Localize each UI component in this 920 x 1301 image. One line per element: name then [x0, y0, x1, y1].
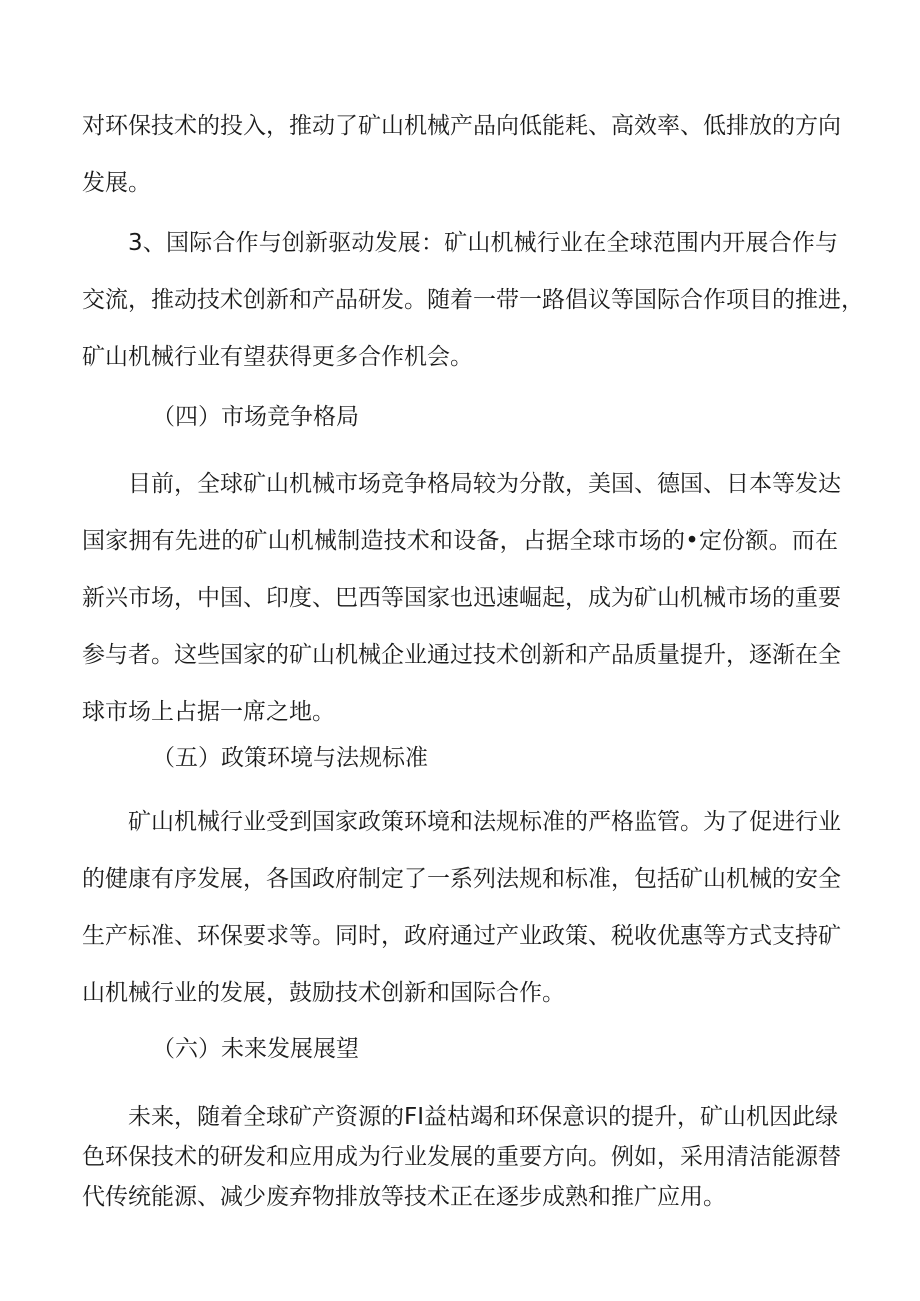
paragraph-line: 矿山机械行业有望获得更多合作机会。: [82, 344, 473, 370]
section-heading-policy-regulation: （五）政策环境与法规标准: [152, 745, 428, 771]
paragraph-line: 参与者。这些国家的矿山机械企业通过技术创新和产品质量提升，逐渐在全: [82, 642, 841, 668]
paragraph-market-competition: [82, 456, 841, 741]
paragraph-line: 生产标准、环保要求等。同时，政府通过产业政策、税收优惠等方式支持矿: [82, 923, 841, 949]
paragraph-line: 目前，全球矿山机械市场竞争格局较为分散，美国、德国、日本等发达: [128, 471, 841, 497]
paragraph-line: 山机械行业的发展，鼓励技术创新和国际合作。: [82, 980, 565, 1006]
section-heading-future-outlook: （六）未来发展展望: [152, 1036, 359, 1062]
paragraph-line: 发展。: [82, 170, 151, 196]
paragraph-line: 未来，随着全球矿产资源的FI益枯竭和环保意识的提升，矿山机因此绿: [128, 1104, 839, 1130]
paragraph-line: 色环保技术的研发和应用成为行业发展的重要方向。例如，采用清洁能源替: [82, 1144, 841, 1170]
paragraph-line: 代传统能源、减少废弃物排放等技术正在逐步成熟和推广应用。: [82, 1184, 726, 1210]
paragraph-line: 交流，推动技术创新和产品研发。随着一带一路倡议等国际合作项目的推进，: [82, 287, 864, 313]
paragraph-line: 国家拥有先进的矿山机械制造技术和设备，占据全球市场的•定份额。而在: [82, 528, 838, 554]
paragraph-environmental-investment: [82, 98, 841, 212]
paragraph-international-cooperation: [82, 215, 864, 386]
paragraph-line: 矿山机械行业受到国家政策环境和法规标准的严格监管。为了促进行业: [128, 809, 841, 835]
paragraph-line: 的健康有序发展，各国政府制定了一系列法规和标准，包括矿山机械的安全: [82, 866, 841, 892]
paragraph-line: 3、国际合作与创新驱动发展：矿山机械行业在全球范围内开展合作与: [128, 230, 838, 256]
section-heading-market-competition: （四）市场竞争格局: [152, 404, 359, 430]
paragraph-line: 球市场上占据一席之地。: [82, 699, 335, 725]
paragraph-line: 对环保技术的投入，推动了矿山机械产品向低能耗、高效率、低排放的方向: [82, 113, 841, 139]
paragraph-policy-regulation: [82, 794, 841, 1022]
paragraph-future-outlook: [82, 1097, 841, 1217]
paragraph-line: 新兴市场，中国、印度、巴西等国家也迅速崛起，成为矿山机械市场的重要: [82, 585, 841, 611]
